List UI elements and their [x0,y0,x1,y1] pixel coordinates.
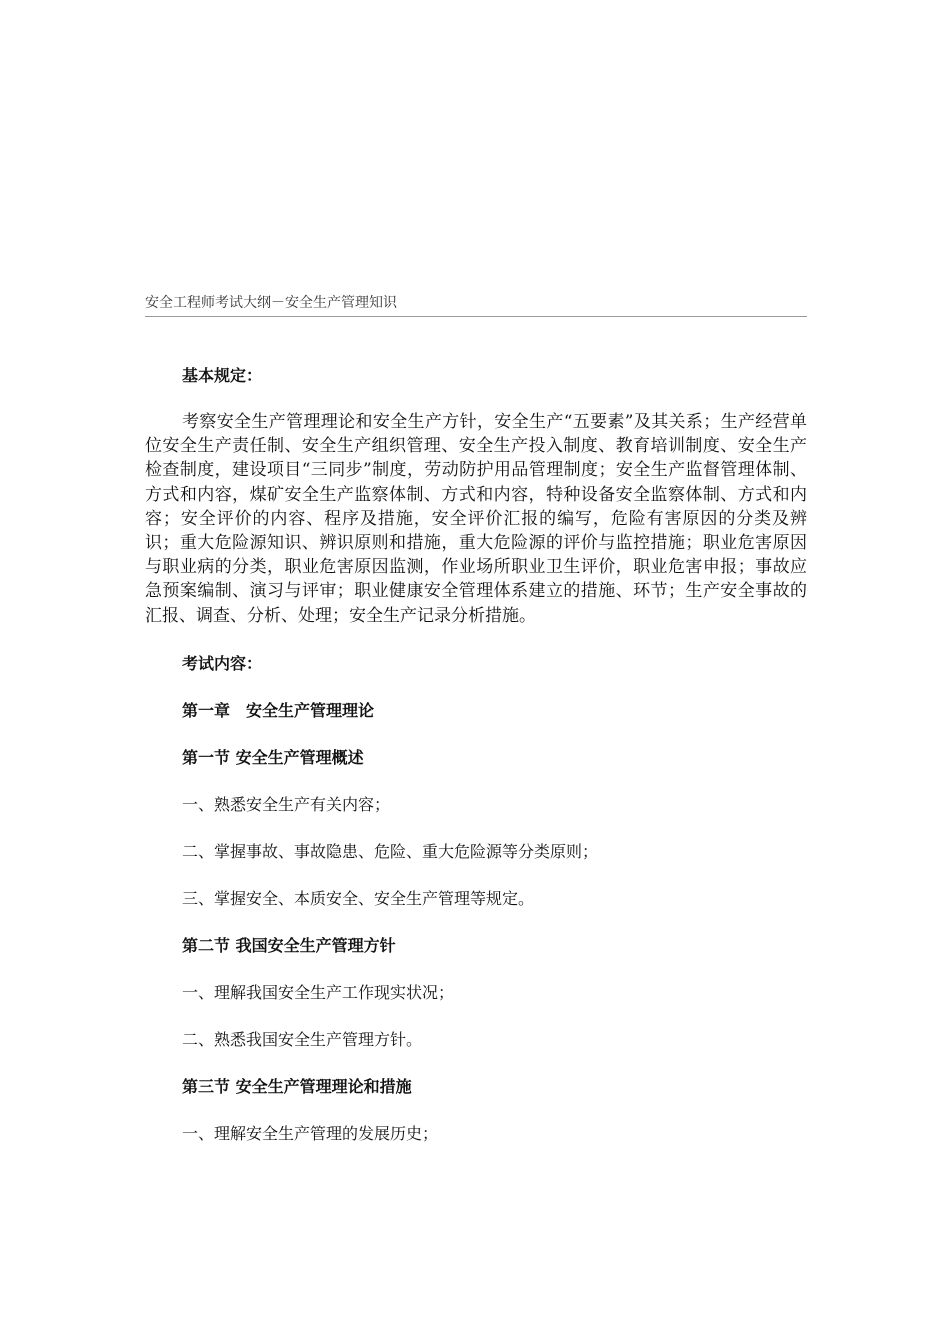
section-title: 第二节 我国安全生产管理方针 [182,935,396,955]
section-title: 第三节 安全生产管理理论和措施 [182,1076,412,1096]
spacer [145,388,807,410]
spacer [145,958,807,981]
section-title: 第一节 安全生产管理概述 [182,747,364,767]
spacer [145,864,807,887]
spacer [145,628,807,652]
basic-rules-heading: 基本规定： [182,366,263,385]
spacer [145,817,807,840]
list-item: 二、掌握事故、事故隐患、危险、重大危险源等分类原则； [182,841,599,861]
list-item: 三、掌握安全、本质安全、安全生产管理等规定。 [182,888,535,908]
list-item: 二、熟悉我国安全生产管理方针。 [182,1029,423,1049]
list-item: 一、理解安全生产管理的发展历史； [182,1123,439,1143]
spacer [145,1052,807,1075]
document-title: 安全工程师考试大纲－安全生产管理知识 [145,295,397,311]
chapter-title: 第一章 安全生产管理理论 [182,700,375,720]
basic-rules-paragraph: 考察安全生产管理理论和安全生产方针，安全生产“五要素”及其关系；生产经营单位安全生产责任制、安全生产组织管理、安全生产投入制度、教育培训制度、安全生产检查制度，建设项目“三同步”制度，劳动防护用品管理制度；安全生产监督管理体制、方式和内容，煤矿安全生产监察体制、方式和内容，特种设备安全监察体制、方式和内容；安全评价的内容、程序及措施，安全评价汇报的编写，危险有害原因的分类及辨识；重大危险源知识、辨识原则和措施，重大危险源的评价与监控措施；职业危害原因与职业病的分类，职业危害原因监测，作业场所职业卫生评价，职业危害申报；事故应急预案编制、演习与评审；职业健康安全管理体系建立的措施、环节；生产安全事故的汇报、调查、分析、处理；安全生产记录分析措施。 [145,412,807,626]
list-item: 一、熟悉安全生产有关内容； [182,794,391,814]
spacer [145,1099,807,1122]
spacer [145,1005,807,1028]
spacer [145,770,807,793]
document-body [145,364,807,1146]
spacer [145,723,807,746]
page-header [145,293,807,317]
spacer [145,911,807,934]
list-item: 一、理解我国安全生产工作现实状况； [182,982,455,1002]
exam-content-heading: 考试内容： [182,653,263,673]
spacer [145,676,807,699]
